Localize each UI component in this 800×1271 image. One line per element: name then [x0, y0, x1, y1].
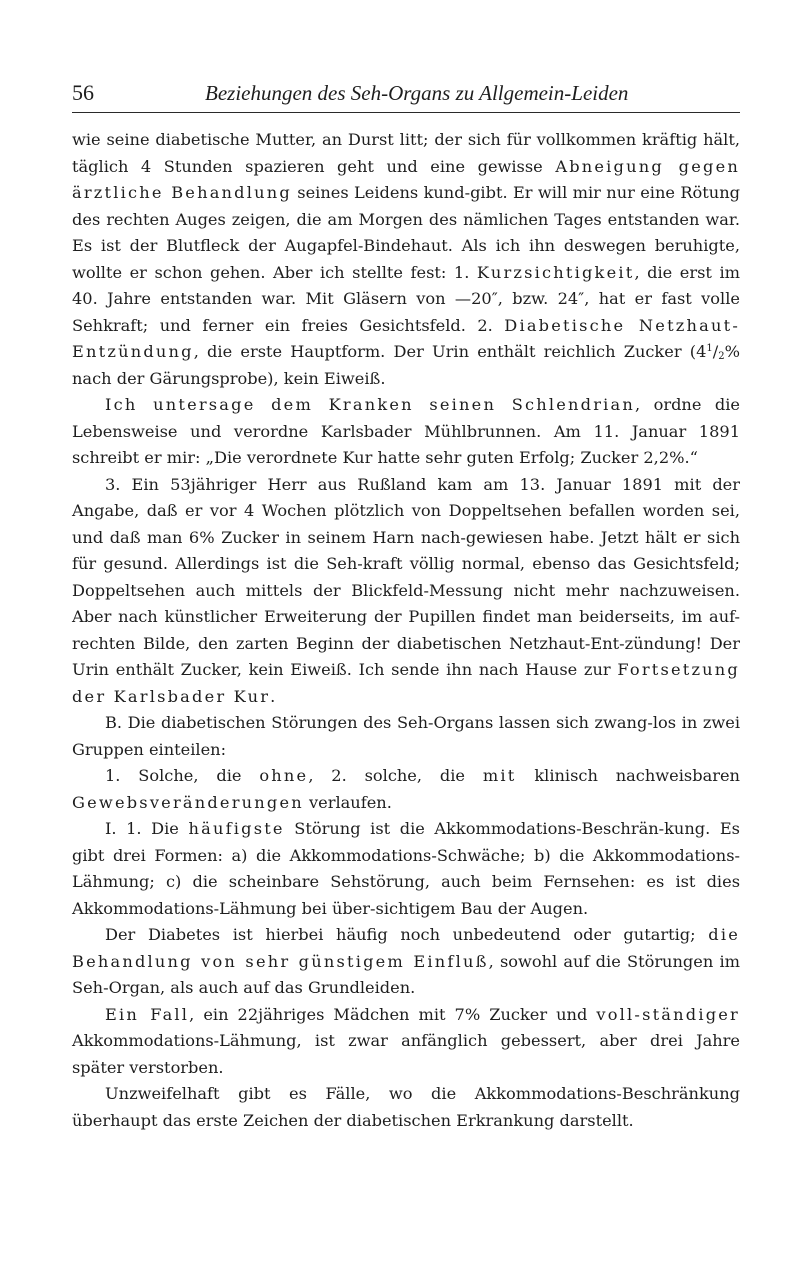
paragraph-case-2: wie seine diabetische Mutter, an Durst litt; der sich für vollkommen kräftig hält, täglich 4 Stunden spazieren geht und eine gewisse Abneigung gegen ärztliche Behandlung seines Leidens kund-gibt. Er will mir nur eine Rötung des rechten Auges zeigen, die am Morgen des nämlichen Tages entstanden war. Es ist der Blutfleck der Augapfel-Bindehaut. Als ich ihn deswegen beruhigte, wollte er schon gehen. Aber ich stellte fest: 1. Kurzsichtigkeit, die erst im 40. Jahre entstanden war. Mit Gläsern von —20″, bzw. 24″, hat er fast volle Sehkraft; und ferner ein freies Gesichtsfeld. 2. Diabetische Netzhaut-Entzündung, die erste Hauptform. Der Urin enthält reichlich Zucker ($4^1/_2\%$ nach der Gärungsprobe), kein Eiweiß. — [72, 130, 740, 388]
page-body — [72, 127, 740, 1134]
paragraph-groups: 1. Solche, die ohne, 2. solche, die mit klinisch nachweisbaren Gewebsveränderungen verlaufen. — [72, 766, 740, 812]
paragraph-diabetes-benign: Der Diabetes ist hierbei häufig noch unbedeutend oder gutartig; die Behandlung von sehr günstigem Einfluß, sowohl auf die Störungen im Seh-Organ, als auch auf das Grundleiden. — [72, 925, 741, 997]
running-title: Beziehungen des Seh-Organs zu Allgemein-Leiden — [205, 81, 629, 105]
paragraph-treatment: Ich untersage dem Kranken seinen Schlendrian, ordne die Lebensweise und verordne Karlsbader Mühlbrunnen. Am 11. Januar 1891 schreibt er mir: „Die verordnete Kur hatte sehr guten Erfolg; Zucker 2,2%.“ — [72, 395, 740, 467]
paragraph-case-3: 3. Ein 53jähriger Herr aus Rußland kam am 13. Januar 1891 mit der Angabe, daß er vor 4 Wochen plötzlich von Doppeltsehen befallen worden sei, und daß man 6% Zucker in seinem Harn nach-gewiesen habe. Jetzt hält er sich für gesund. Allerdings ist die Seh-kraft völlig normal, ebenso das Gesichtsfeld; Doppeltsehen auch mittels der Blickfeld-Messung nicht mehr nachzuweisen. Aber nach künstlicher Erweiterung der Pupillen findet man beiderseits, im auf-rechten Bilde, den zarten Beginn der diabetischen Netzhaut-Ent-zündung! Der Urin enthält Zucker, kein Eiweiß. Ich sende ihn nach Hause zur Fortsetzung der Karlsbader Kur. — [72, 474, 740, 706]
page-number: 56 — [72, 80, 94, 105]
paragraph-first-sign: Unzweifelhaft gibt es Fälle, wo die Akkommodations-Beschränkung überhaupt das erste Zeichen der diabetischen Erkrankung darstellt. — [72, 1084, 740, 1130]
book-page — [72, 78, 740, 1134]
page-header — [72, 78, 740, 113]
paragraph-accommodation: I. 1. Die häufigste Störung ist die Akkommodations-Beschrän-kung. Es gibt drei Formen: a) die Akkommodations-Schwäche; b) die Akkommodations-Lähmung; c) die scheinbare Sehstörung, auch beim Fernsehen: es ist dies Akkommodations-Lähmung bei über-sichtigem Bau der Augen. — [72, 819, 740, 918]
paragraph-section-b: B. Die diabetischen Störungen des Seh-Organs lassen sich zwang-los in zwei Gruppen einteilen: — [72, 713, 740, 759]
paragraph-case-girl: Ein Fall, ein 22jähriges Mädchen mit 7% Zucker und voll-ständiger Akkommodations-Lähmung, ist zwar anfänglich gebessert, aber drei Jahre später verstorben. — [72, 1004, 740, 1077]
